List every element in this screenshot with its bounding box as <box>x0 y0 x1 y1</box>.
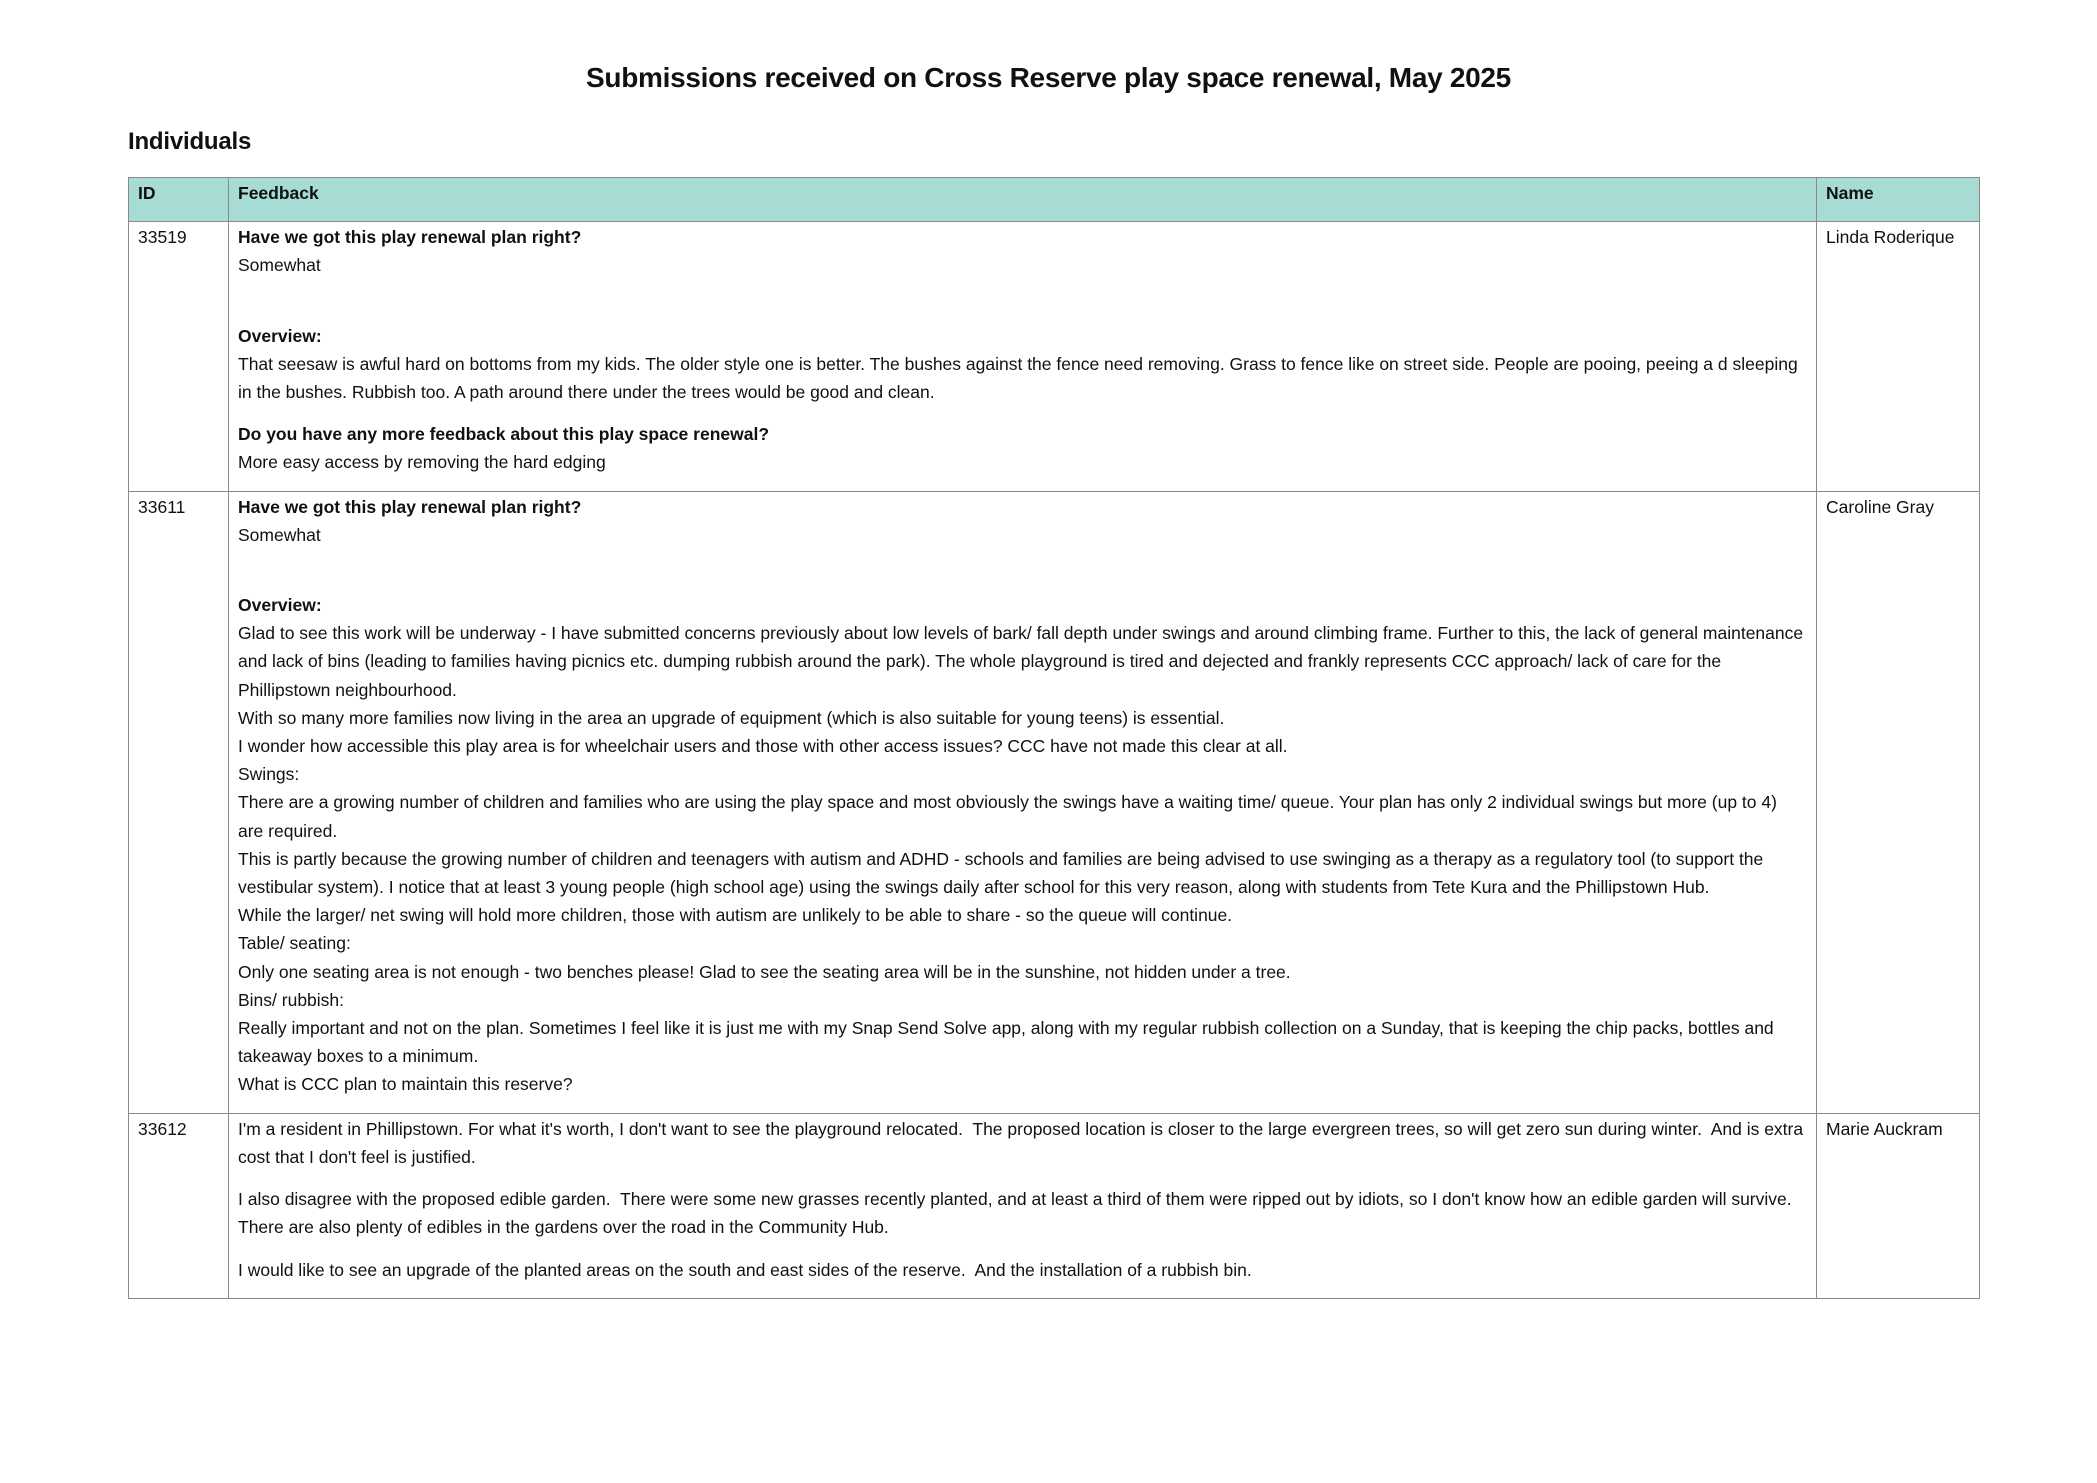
submitter-name: Caroline Gray <box>1817 491 1980 1113</box>
submitter-name: Marie Auckram <box>1817 1113 1980 1298</box>
question: Have we got this play renewal plan right? <box>238 227 582 248</box>
table-row <box>129 222 1980 491</box>
question: Overview: <box>238 595 322 616</box>
answer-line: While the larger/ net swing will hold more children, those with autism are unlikely to be able to share - so the queue will continue. <box>238 905 1233 926</box>
answer: More easy access by removing the hard edging <box>238 452 606 473</box>
answer: That seesaw is awful hard on bottoms from my kids. The older style one is better. The bushes against the fence need removing. Grass to fence like on street side. People are pooing, peeing a d sleeping in the bushes. Rubbish too. A path around there under the trees would be good and clean. <box>238 353 1798 403</box>
feedback-cell <box>229 491 1817 1113</box>
answer-line: What is CCC plan to maintain this reserve? <box>238 1074 573 1095</box>
table-header-row <box>129 178 1980 222</box>
answer-line: Table/ seating: <box>238 933 351 954</box>
table-row <box>129 1113 1980 1298</box>
header-feedback: Feedback <box>229 178 1817 222</box>
answer-line: Really important and not on the plan. Sometimes I feel like it is just me with my Snap Send Solve app, along with my regular rubbish collection on a Sunday, that is keeping the chip packs, bottles and takeaway boxes to a minimum. <box>238 1018 1774 1067</box>
feedback-cell <box>229 1113 1817 1298</box>
answer-line: Swings: <box>238 764 300 785</box>
feedback-paragraph: I also disagree with the proposed edible garden. There were some new grasses recently planted, and at least a third of them were ripped out by idiots, so I don't know how an edible garden will survive. There are also plenty of edibles in the gardens over the road in the Community Hub. <box>238 1189 1802 1238</box>
header-id: ID <box>129 178 229 222</box>
header-name: Name <box>1817 178 1980 222</box>
question: Do you have any more feedback about this play space renewal? <box>238 424 770 445</box>
submission-id: 33611 <box>129 491 229 1113</box>
answer-line: Glad to see this work will be underway - I have submitted concerns previously about low levels of bark/ fall depth under swings and around climbing frame. Further to this, the lack of general maintenance and lack of bins (leading to families having picnics etc. dumping rubbish around the park). The whole playground is tired and dejected and frankly represents CCC approach/ lack of care for the Phillipstown neighbourhood. <box>238 623 1804 700</box>
answer-line: This is partly because the growing number of children and teenagers with autism and ADHD - schools and families are being advised to use swinging as a therapy as a regulatory tool (to support the vestibular system). I notice that at least 3 young people (high school age) using the swings daily after school for this very reason, along with students from Tete Kura and the Phillipstown Hub. <box>238 848 1764 898</box>
feedback-paragraph: I would like to see an upgrade of the planted areas on the south and east sides of the reserve. And the installation of a rubbish bin. <box>238 1259 1252 1280</box>
table-row <box>129 491 1980 1113</box>
answer-line: There are a growing number of children and families who are using the play space and most obviously the swings have a waiting time/ queue. Your plan has only 2 individual swings but more (up to 4) are required. <box>238 792 1777 841</box>
feedback-cell <box>229 222 1817 491</box>
submitter-name: Linda Roderique <box>1817 222 1980 491</box>
answer-line: Bins/ rubbish: <box>238 989 345 1010</box>
section-heading: Individuals <box>128 128 252 155</box>
answer-line: With so many more families now living in the area an upgrade of equipment (which is also suitable for young teens) is essential. <box>238 707 1225 728</box>
answer: Somewhat <box>238 524 321 545</box>
question: Have we got this play renewal plan right? <box>238 496 582 517</box>
submission-id: 33612 <box>129 1113 229 1298</box>
answer-line: I wonder how accessible this play area is for wheelchair users and those with other access issues? CCC have not made this clear at all. <box>238 736 1288 757</box>
page-title: Submissions received on Cross Reserve play space renewal, May 2025 <box>586 62 1511 93</box>
question: Overview: <box>238 325 322 346</box>
answer: Somewhat <box>238 255 321 276</box>
feedback-paragraph: I'm a resident in Phillipstown. For what it's worth, I don't want to see the playground relocated. The proposed location is closer to the large evergreen trees, so will get zero sun during winter. And is extra cost that I don't feel is justified. <box>238 1118 1808 1167</box>
submission-id: 33519 <box>129 222 229 491</box>
submissions-table <box>128 177 1980 1299</box>
answer-line: Only one seating area is not enough - two benches please! Glad to see the seating area will be in the sunshine, not hidden under a tree. <box>238 961 1291 982</box>
